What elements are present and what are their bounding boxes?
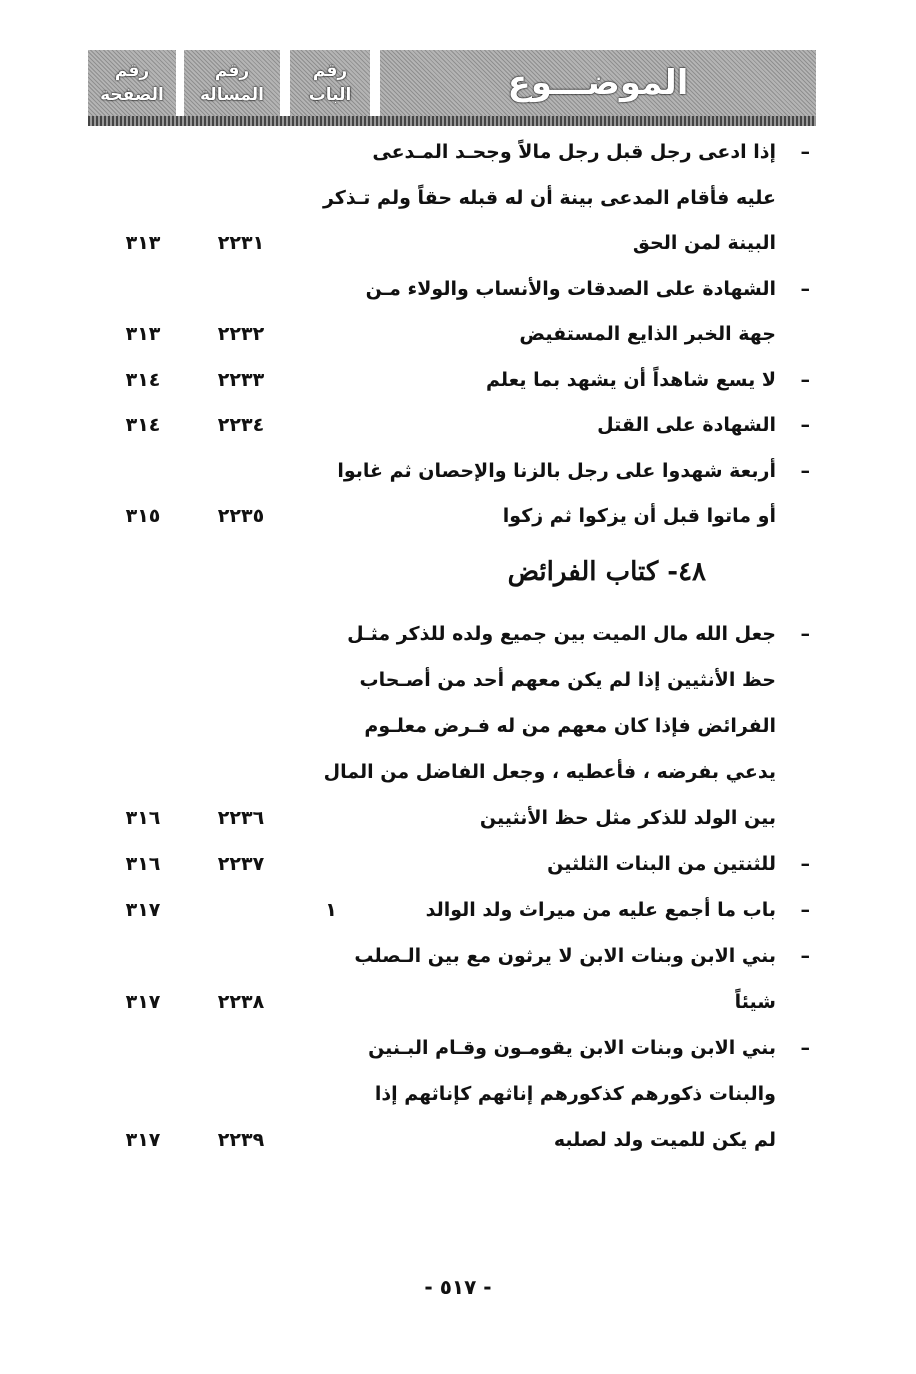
header-divider (88, 116, 816, 126)
index-row (0, 794, 916, 842)
issue-number: ٢٢٣٥ (217, 505, 265, 527)
index-row (0, 656, 916, 704)
index-row (0, 932, 916, 980)
page-reference: ٣١٤ (125, 414, 161, 436)
index-row (0, 401, 916, 449)
issue-number: ٢٢٣٩ (217, 1129, 265, 1151)
index-row (0, 748, 916, 796)
subject-header (380, 50, 816, 116)
issue-number: ٢٢٣٤ (217, 414, 265, 436)
index-row (0, 886, 916, 934)
page-no-header-line2: الصفحة (100, 85, 164, 105)
issue-number: ٢٢٣٧ (217, 853, 265, 875)
issue-number: ٢٢٣٦ (217, 807, 265, 829)
entry-text: – أربعة شهدوا على رجل بالزنا والإحصان ثم غابوا (391, 447, 776, 495)
entry-text: – الشهادة على الصدقات والأنساب والولاء مـن (391, 265, 776, 313)
chapter-no-header-line2: الباب (308, 85, 352, 105)
entry-text: – باب ما أجمع عليه من ميراث ولد الوالد (391, 886, 776, 934)
index-row (0, 840, 916, 888)
page-reference: ٣١٤ (125, 368, 161, 391)
entry-text: لم يكن للميت ولد لصلبه (553, 1129, 776, 1151)
section-title: ٤٨- كتاب الفرائض (507, 557, 706, 587)
index-row (0, 310, 916, 358)
page-reference: ٣١٦ (125, 853, 161, 875)
index-row (0, 265, 916, 313)
index-row (0, 702, 916, 750)
issue-no-header-line2: المسالة (200, 85, 264, 105)
entry-text: – إذا ادعى رجل قبل رجل مالاً وجحـد المـدعى (391, 128, 776, 176)
index-row (0, 492, 916, 540)
index-row (0, 1116, 916, 1164)
index-row (0, 219, 916, 267)
entry-text: – بني الابن وبنات الابن يقومـون وقـام البـنين (391, 1024, 776, 1072)
entry-text: يدعي بفرضه ، فأعطيه ، وجعل الفاضل من المال (323, 761, 776, 783)
chapter-no-header (290, 50, 370, 116)
entry-text: – بني الابن وبنات الابن لا يرثون مع بين الـصلب (391, 932, 776, 980)
entry-text: أو ماتوا قبل أن يزكوا ثم زكوا (502, 505, 776, 527)
issue-number: ٢٢٣٨ (217, 991, 265, 1013)
entry-text: – للثنتين من البنات الثلثين (391, 840, 776, 888)
entry-text: – لا يسع شاهداً أن يشهد بما يعلم (391, 356, 776, 404)
entry-text: شيئاً (734, 991, 776, 1013)
index-row (0, 128, 916, 176)
issue-number: ٢٢٣٢ (217, 323, 265, 345)
index-row (0, 1024, 916, 1072)
page-reference: ٣١٥ (125, 505, 161, 527)
entry-text: – الشهادة على القتل (391, 401, 776, 449)
index-row (0, 447, 916, 495)
index-row (0, 356, 916, 404)
index-row (0, 174, 916, 222)
chapter-no-header-line1: رقم (312, 61, 348, 81)
page-reference: ٣١٧ (125, 1129, 161, 1151)
page-reference: ٣١٧ (125, 991, 161, 1013)
page-reference: ٣١٣ (125, 323, 161, 345)
issue-no-header-line1: رقم (214, 61, 250, 81)
page-reference: ٣١٧ (125, 899, 161, 921)
page-reference: ٣١٦ (125, 807, 161, 829)
index-row (0, 1070, 916, 1118)
subject-header-label: الموضـــوع (507, 63, 689, 103)
entry-text: جهة الخبر الذايع المستفيض (519, 323, 776, 345)
page-number: - ٥١٧ - (424, 1275, 492, 1299)
index-row (0, 978, 916, 1026)
entry-text: البينة لمن الحق (632, 232, 776, 254)
entry-text: الفرائض فإذا كان معهم من له فـرض معلـوم (364, 715, 776, 737)
issue-number: ٢٢٣٣ (217, 368, 265, 391)
entry-text: حظ الأنثيين إذا لم يكن معهم أحد من أصـحاب (359, 669, 776, 691)
entry-text: والبنات ذكورهم كذكورهم إناثهم كإناثهم إذا (374, 1083, 776, 1105)
page-reference: ٣١٣ (125, 232, 161, 254)
entry-text: – جعل الله مال الميت بين جميع ولده للذكر مثـل (391, 610, 776, 658)
chapter-number: ١ (325, 899, 337, 921)
page-no-header (88, 50, 176, 116)
index-row (0, 610, 916, 658)
page-no-header-line1: رقم (114, 61, 150, 81)
entry-text: بين الولد للذكر مثل حظ الأنثيين (479, 807, 776, 829)
issue-number: ٢٢٣١ (217, 232, 265, 254)
entry-text: عليه فأقام المدعى بينة أن له قبله حقاً ولم تـذكر (322, 186, 776, 209)
issue-no-header (184, 50, 280, 116)
